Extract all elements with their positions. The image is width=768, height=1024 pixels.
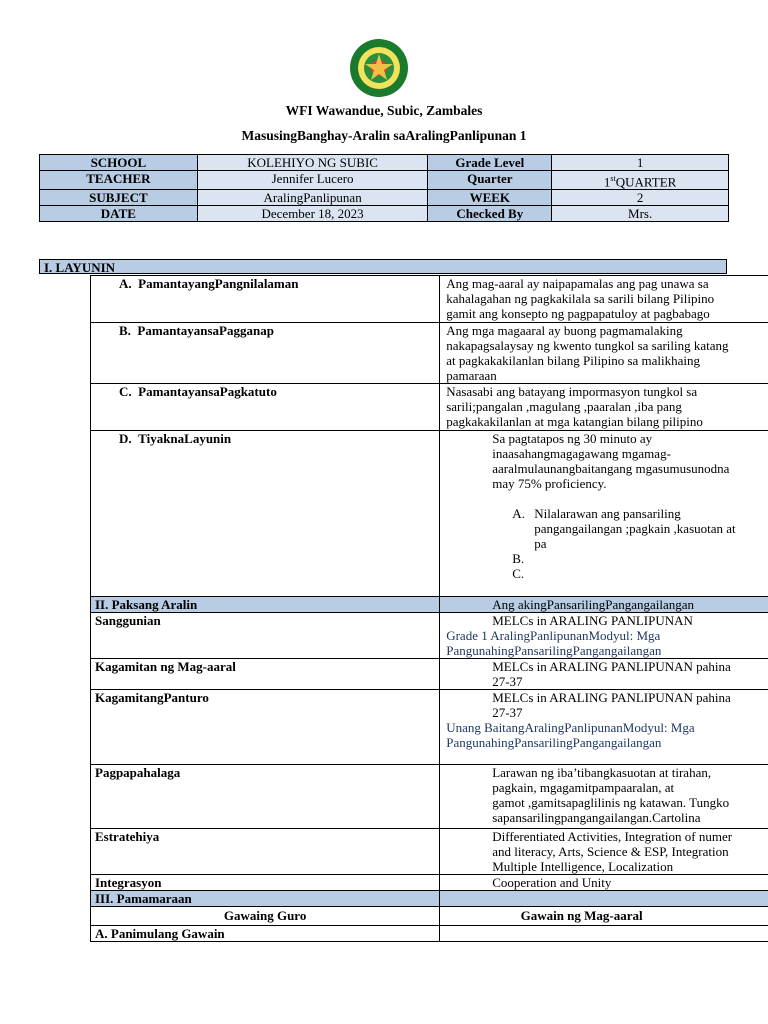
text-line: MELCs in ARALING PANLIPUNAN bbox=[492, 613, 693, 628]
item-label: PamantayansaPagganap bbox=[137, 323, 274, 338]
item-letter: B. bbox=[119, 323, 131, 338]
pagpapahalaga-row bbox=[91, 765, 768, 829]
layunin-row-d bbox=[91, 431, 768, 597]
text-line: pamaraan bbox=[446, 368, 497, 383]
kagamitan-mag-aaral-row bbox=[91, 659, 768, 690]
item-label: TiyaknaLayunin bbox=[138, 431, 232, 446]
text-line: Nasasabi ang batayang impormasyon tungkol sa bbox=[446, 384, 698, 399]
text-line: Cooperation and Unity bbox=[440, 875, 768, 891]
text-line: may 75% proficiency. bbox=[492, 476, 607, 491]
text-line: MELCs in ARALING PANLIPUNAN pahina bbox=[492, 690, 731, 705]
school-label: SCHOOL bbox=[40, 155, 198, 171]
paksa-topic: Ang akingPansarilingPangangailangan bbox=[440, 597, 768, 613]
paksa-heading: II. Paksang Aralin bbox=[91, 597, 440, 613]
row-label: Estratehiya bbox=[91, 829, 440, 875]
row-label: Pagpapahalaga bbox=[91, 765, 440, 829]
layunin-row-b bbox=[91, 323, 768, 384]
teacher-value: Jennifer Lucero bbox=[197, 171, 428, 190]
kagamitang-panturo-row bbox=[91, 690, 768, 765]
text-line: Larawan ng iba’tibangkasuotan at tirahan, bbox=[492, 765, 712, 780]
quarter-value bbox=[552, 171, 729, 190]
pamamaraan-heading-row bbox=[91, 891, 768, 907]
text-line: pangangailangan ;pagkain ,kasuotan at bbox=[534, 521, 736, 536]
info-table bbox=[39, 154, 729, 222]
subject-label: SUBJECT bbox=[40, 190, 198, 206]
text-line: pagkakakilanlan at mga katangian bilang pilipino bbox=[446, 414, 703, 429]
estratehiya-row bbox=[91, 829, 768, 875]
text-line: pa bbox=[534, 536, 547, 551]
text-line: kahalagahan ng pagkakilala sa sarili bilang Pilipino bbox=[446, 291, 715, 306]
row-label: Integrasyon bbox=[91, 875, 440, 891]
text-line: PangunahingPansarilingPangangailangan bbox=[446, 735, 662, 750]
subject-value: AralingPanlipunan bbox=[197, 190, 428, 206]
checked-by-label: Checked By bbox=[428, 206, 552, 222]
text-line: pagkain, mgagamitpampaaralan, at bbox=[492, 780, 675, 795]
quarter-label: Quarter bbox=[428, 171, 552, 190]
panimulang-gawain-row bbox=[91, 926, 768, 942]
item-letter: D. bbox=[119, 431, 132, 446]
grade-value: 1 bbox=[552, 155, 729, 171]
week-label: WEEK bbox=[428, 190, 552, 206]
lesson-table bbox=[90, 275, 768, 942]
quarter-number: 1 bbox=[603, 174, 611, 190]
item-label: PamantayangPangnilalaman bbox=[138, 276, 299, 291]
date-value: December 18, 2023 bbox=[197, 206, 428, 222]
text-line: Grade 1 AralingPanlipunanModyul: Mga bbox=[446, 628, 661, 643]
grade-label: Grade Level bbox=[428, 155, 552, 171]
text-line: gamit ang konsepto ng pagpapatuloy at pagbabago bbox=[446, 306, 710, 321]
sub-objective-c: C. bbox=[512, 566, 525, 581]
paksa-heading-row bbox=[91, 597, 768, 613]
text-line: Multiple Intelligence, Localization bbox=[492, 859, 674, 874]
text-line: sapansarilingpangangailangan.Cartolina bbox=[492, 810, 701, 825]
text-line: nakapagsalaysay ng kwento tungkol sa sariling katang bbox=[446, 338, 729, 353]
text-line: and literacy, Arts, Science & ESP, Integration bbox=[492, 844, 729, 859]
school-seal-logo bbox=[349, 38, 409, 98]
text-line: sarili;pangalan ,magulang ,paaralan ,iba pang bbox=[446, 399, 682, 414]
text-line: gamot ,gamitsapaglilinis ng katawan. Tungko bbox=[492, 795, 730, 810]
text-line: PangunahingPansarilingPangangailangan bbox=[446, 643, 662, 658]
text-line: Sa pagtatapos ng 30 minuto ay bbox=[492, 431, 653, 446]
text-line: MELCs in ARALING PANLIPUNAN pahina bbox=[492, 659, 731, 674]
sanggunian-row bbox=[91, 613, 768, 659]
sub-objective-b: B. bbox=[512, 551, 525, 566]
school-value: KOLEHIYO NG SUBIC bbox=[197, 155, 428, 171]
item-label: PamantayansaPagkatuto bbox=[138, 384, 277, 399]
col-student: Gawain ng Mag-aaral bbox=[440, 907, 768, 926]
lesson-plan-title: MasusingBanghay-Aralin saAralingPanlipunan 1 bbox=[241, 128, 527, 143]
quarter-word: QUARTER bbox=[615, 174, 677, 190]
row-label: Sanggunian bbox=[91, 613, 440, 659]
pamamaraan-columns-row bbox=[91, 907, 768, 926]
sub-objective-a bbox=[492, 506, 768, 551]
item-letter: A. bbox=[119, 276, 132, 291]
col-teacher: Gawaing Guro bbox=[91, 907, 440, 926]
row-label: Kagamitan ng Mag-aaral bbox=[91, 659, 440, 690]
text-line: Differentiated Activities, Integration of numer bbox=[492, 829, 733, 844]
checked-by-value: Mrs. bbox=[552, 206, 729, 222]
text-line: aaralmulaunangbaitangang mgasumusunodna bbox=[492, 461, 730, 476]
integrasyon-row bbox=[91, 875, 768, 891]
text-line: inaasahangmagagawang mgamag- bbox=[492, 446, 671, 461]
text-line: Ang mga magaaral ay buong pagmamalaking bbox=[446, 323, 683, 338]
week-value: 2 bbox=[552, 190, 729, 206]
school-address: WFI Wawandue, Subic, Zambales bbox=[285, 103, 483, 118]
layunin-row-c bbox=[91, 384, 768, 431]
text-line: Ang mag-aaral ay naipapamalas ang pag unawa sa bbox=[446, 276, 709, 291]
row-label: KagamitangPanturo bbox=[91, 690, 440, 765]
sub-letter: A. bbox=[512, 506, 525, 521]
layunin-row-a bbox=[91, 276, 768, 323]
panimulang-gawain-label: A. Panimulang Gawain bbox=[91, 926, 440, 942]
quarter-suffix: st bbox=[610, 174, 616, 183]
pamamaraan-heading: III. Pamamaraan bbox=[91, 891, 440, 907]
text-line: at pagkakakilanlan bilang Pilipino sa malikhaing bbox=[446, 353, 701, 368]
layunin-heading: I. LAYUNIN bbox=[39, 259, 727, 274]
teacher-label: TEACHER bbox=[40, 171, 198, 190]
text-line: 27-37 bbox=[492, 705, 523, 720]
text-line: Unang BaitangAralingPanlipunanModyul: Mga bbox=[446, 720, 695, 735]
text-line: 27-37 bbox=[492, 674, 523, 689]
text-line: Nilalarawan ang pansariling bbox=[534, 506, 681, 521]
item-letter: C. bbox=[119, 384, 132, 399]
date-label: DATE bbox=[40, 206, 198, 222]
